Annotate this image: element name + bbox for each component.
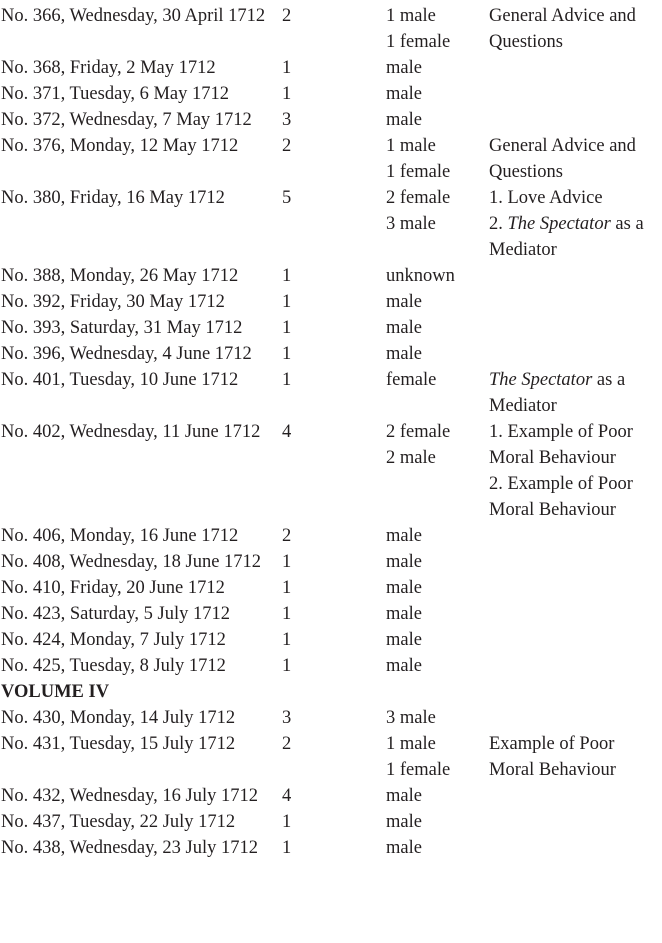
gender-line: female bbox=[386, 370, 437, 390]
topic-line: 2. Example of Poor bbox=[489, 474, 633, 494]
gender-line: male bbox=[386, 630, 422, 650]
gender-line: male bbox=[386, 84, 422, 104]
gender-line: male bbox=[386, 656, 422, 676]
issue-cell: No. 380, Friday, 16 May 1712 bbox=[1, 188, 225, 208]
table-row bbox=[0, 731, 662, 783]
issue-cell: No. 438, Wednesday, 23 July 1712 bbox=[1, 838, 258, 858]
table-row bbox=[0, 627, 662, 653]
letter-count-cell: 3 bbox=[282, 708, 292, 728]
gender-line: male bbox=[386, 58, 422, 78]
gender-line: male bbox=[386, 786, 422, 806]
gender-line: male bbox=[386, 292, 422, 312]
issue-cell: No. 368, Friday, 2 May 1712 bbox=[1, 58, 216, 78]
table-row bbox=[0, 107, 662, 133]
topic-line: General Advice and bbox=[489, 136, 636, 156]
gender-line: 2 female bbox=[386, 188, 451, 208]
letter-count-cell: 1 bbox=[282, 292, 292, 312]
gender-line: male bbox=[386, 604, 422, 624]
topic-cell bbox=[489, 731, 616, 783]
gender-cell bbox=[386, 835, 422, 861]
issue-cell: No. 432, Wednesday, 16 July 1712 bbox=[1, 786, 258, 806]
gender-line: 2 female bbox=[386, 422, 451, 442]
letter-count-cell: 2 bbox=[282, 526, 292, 546]
gender-line: male bbox=[386, 552, 422, 572]
issue-cell: No. 366, Wednesday, 30 April 1712 bbox=[1, 6, 266, 26]
gender-cell bbox=[386, 523, 422, 549]
letter-count-cell: 2 bbox=[282, 734, 292, 754]
gender-cell bbox=[386, 627, 422, 653]
topic-cell bbox=[489, 419, 633, 523]
table-row bbox=[0, 341, 662, 367]
table-row bbox=[0, 809, 662, 835]
topic-line: Mediator bbox=[489, 396, 557, 416]
letter-count-cell: 1 bbox=[282, 812, 292, 832]
table-row bbox=[0, 653, 662, 679]
issue-cell: No. 401, Tuesday, 10 June 1712 bbox=[1, 370, 239, 390]
gender-cell bbox=[386, 419, 450, 471]
gender-cell bbox=[386, 133, 450, 185]
issue-cell: No. 388, Monday, 26 May 1712 bbox=[1, 266, 239, 286]
gender-line: male bbox=[386, 578, 422, 598]
issue-cell: No. 372, Wednesday, 7 May 1712 bbox=[1, 110, 252, 130]
issue-cell: No. 423, Saturday, 5 July 1712 bbox=[1, 604, 231, 624]
table-row bbox=[0, 835, 662, 861]
table-row bbox=[0, 705, 662, 731]
gender-cell bbox=[386, 731, 450, 783]
gender-cell bbox=[386, 81, 422, 107]
gender-line: 1 male bbox=[386, 734, 436, 754]
issue-cell: No. 431, Tuesday, 15 July 1712 bbox=[1, 734, 236, 754]
topic-line: Example of Poor bbox=[489, 734, 615, 754]
issue-cell: No. 410, Friday, 20 June 1712 bbox=[1, 578, 225, 598]
gender-line: 1 female bbox=[386, 760, 451, 780]
topic-line: 1. Example of Poor bbox=[489, 422, 633, 442]
letter-count-cell: 2 bbox=[282, 6, 292, 26]
gender-line: unknown bbox=[386, 266, 455, 286]
gender-cell bbox=[386, 55, 422, 81]
issue-cell: No. 425, Tuesday, 8 July 1712 bbox=[1, 656, 226, 676]
table-row bbox=[0, 601, 662, 627]
gender-line: male bbox=[386, 344, 422, 364]
letter-count-cell: 1 bbox=[282, 604, 292, 624]
issue-cell: No. 371, Tuesday, 6 May 1712 bbox=[1, 84, 230, 104]
gender-line: 1 female bbox=[386, 162, 451, 182]
gender-line: 1 male bbox=[386, 6, 436, 26]
table-row bbox=[0, 315, 662, 341]
table-row bbox=[0, 419, 662, 523]
letter-count-cell: 1 bbox=[282, 578, 292, 598]
issue-cell: No. 424, Monday, 7 July 1712 bbox=[1, 630, 226, 650]
issue-cell: No. 393, Saturday, 31 May 1712 bbox=[1, 318, 243, 338]
topic-line: Moral Behaviour bbox=[489, 760, 616, 780]
letter-count-cell: 1 bbox=[282, 552, 292, 572]
topic-cell bbox=[489, 367, 625, 419]
issue-cell: No. 408, Wednesday, 18 June 1712 bbox=[1, 552, 262, 572]
table-row bbox=[0, 185, 662, 263]
gender-cell bbox=[386, 341, 422, 367]
gender-cell bbox=[386, 549, 422, 575]
topic-line: General Advice and bbox=[489, 6, 636, 26]
topic-cell bbox=[489, 3, 636, 55]
letter-count-cell: 1 bbox=[282, 370, 292, 390]
gender-line: male bbox=[386, 110, 422, 130]
gender-cell bbox=[386, 575, 422, 601]
table-row bbox=[0, 289, 662, 315]
table-row bbox=[0, 367, 662, 419]
issue-cell: No. 392, Friday, 30 May 1712 bbox=[1, 292, 225, 312]
issue-cell: No. 396, Wednesday, 4 June 1712 bbox=[1, 344, 252, 364]
letter-count-cell: 4 bbox=[282, 422, 292, 442]
topic-cell bbox=[489, 185, 644, 263]
issue-cell: No. 406, Monday, 16 June 1712 bbox=[1, 526, 239, 546]
table-row bbox=[0, 3, 662, 55]
gender-cell bbox=[386, 653, 422, 679]
topic-line: 1. Love Advice bbox=[489, 188, 603, 208]
gender-cell bbox=[386, 601, 422, 627]
table-row bbox=[0, 263, 662, 289]
gender-line: 3 male bbox=[386, 708, 436, 728]
letter-count-cell: 1 bbox=[282, 838, 292, 858]
gender-cell bbox=[386, 289, 422, 315]
section-heading: VOLUME IV bbox=[1, 682, 110, 702]
gender-line: male bbox=[386, 526, 422, 546]
gender-cell bbox=[386, 809, 422, 835]
issue-cell: No. 402, Wednesday, 11 June 1712 bbox=[1, 422, 261, 442]
gender-line: 3 male bbox=[386, 214, 436, 234]
topic-line: Questions bbox=[489, 32, 563, 52]
gender-cell bbox=[386, 263, 455, 289]
gender-line: male bbox=[386, 812, 422, 832]
table-row bbox=[0, 55, 662, 81]
issue-cell: No. 430, Monday, 14 July 1712 bbox=[1, 708, 236, 728]
letter-count-cell: 1 bbox=[282, 58, 292, 78]
gender-line: 1 female bbox=[386, 32, 451, 52]
letter-count-cell: 3 bbox=[282, 110, 292, 130]
table-row bbox=[0, 783, 662, 809]
gender-cell bbox=[386, 367, 436, 393]
letter-count-cell: 4 bbox=[282, 786, 292, 806]
gender-cell bbox=[386, 107, 422, 133]
gender-line: male bbox=[386, 838, 422, 858]
letter-count-cell: 1 bbox=[282, 630, 292, 650]
table-row bbox=[0, 133, 662, 185]
gender-cell bbox=[386, 3, 450, 55]
table-row bbox=[0, 575, 662, 601]
issue-cell: No. 437, Tuesday, 22 July 1712 bbox=[1, 812, 236, 832]
gender-cell bbox=[386, 185, 450, 237]
gender-line: 1 male bbox=[386, 136, 436, 156]
gender-cell bbox=[386, 315, 422, 341]
table-row bbox=[0, 549, 662, 575]
issue-cell: No. 376, Monday, 12 May 1712 bbox=[1, 136, 239, 156]
letter-count-cell: 2 bbox=[282, 136, 292, 156]
topic-line: Mediator bbox=[489, 240, 557, 260]
topic-line: Questions bbox=[489, 162, 563, 182]
letter-count-cell: 1 bbox=[282, 656, 292, 676]
table-row bbox=[0, 523, 662, 549]
letter-count-cell: 1 bbox=[282, 266, 292, 286]
letter-count-cell: 5 bbox=[282, 188, 292, 208]
gender-cell bbox=[386, 705, 436, 731]
gender-line: male bbox=[386, 318, 422, 338]
topic-line: Moral Behaviour bbox=[489, 448, 616, 468]
letter-count-cell: 1 bbox=[282, 344, 292, 364]
letter-count-cell: 1 bbox=[282, 84, 292, 104]
letter-count-cell: 1 bbox=[282, 318, 292, 338]
topic-line: 2. The Spectator as a bbox=[489, 214, 644, 234]
table-row bbox=[0, 81, 662, 107]
topic-line: The Spectator as a bbox=[489, 370, 626, 390]
gender-line: 2 male bbox=[386, 448, 436, 468]
topic-cell bbox=[489, 133, 636, 185]
gender-cell bbox=[386, 783, 422, 809]
topic-line: Moral Behaviour bbox=[489, 500, 616, 520]
